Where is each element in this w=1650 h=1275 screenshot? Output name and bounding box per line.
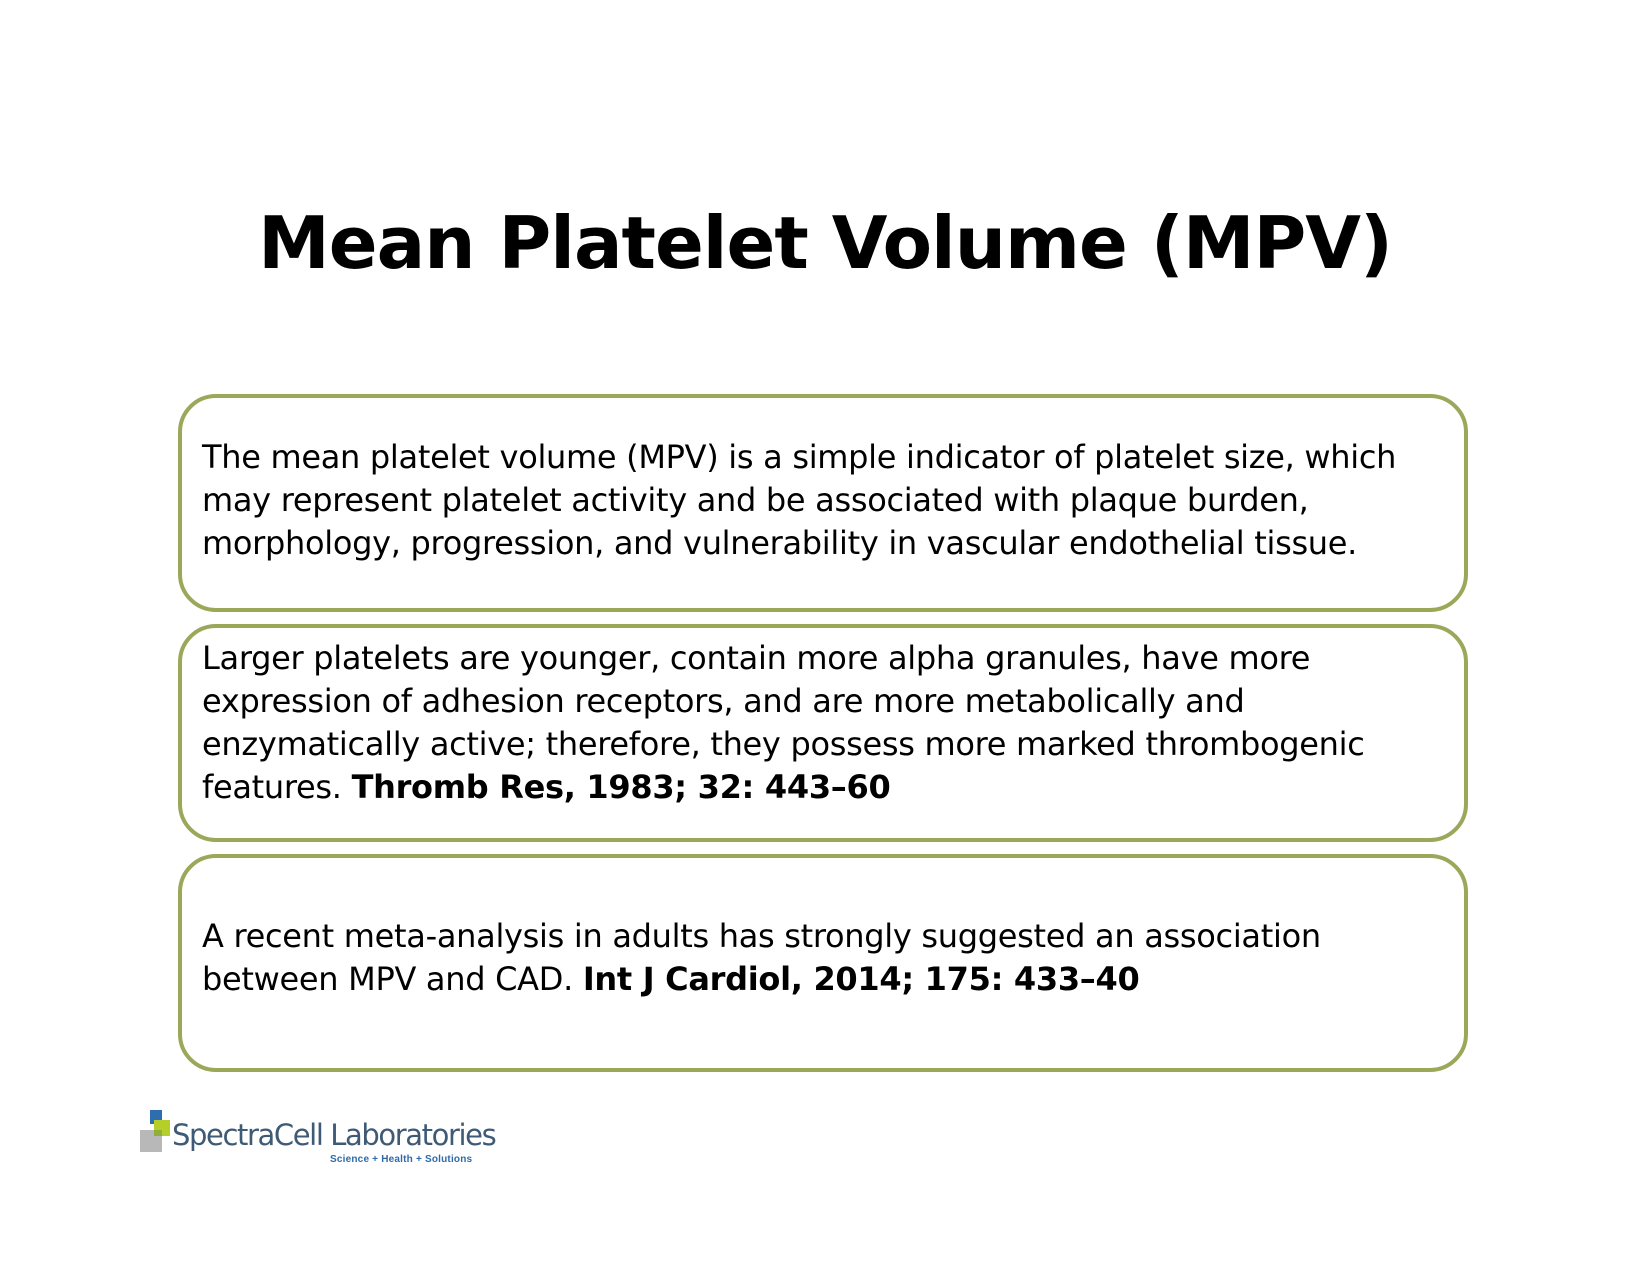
citation: Int J Cardiol, 2014; 175: 433–40 (582, 960, 1140, 998)
text-box-meta-analysis (178, 854, 1468, 1072)
company-logo (138, 1110, 518, 1170)
box-text (202, 637, 1424, 809)
slide-title: Mean Platelet Volume (MPV) (258, 201, 1392, 285)
box-text (202, 915, 1424, 1001)
box-body-text: Larger platelets are younger, contain more alpha granules, have more expression of adhesion receptors, and are more metabolically and enzymatically active; therefore, they possess more marked thrombogenic features. (202, 639, 1365, 806)
citation: Thromb Res, 1983; 32: 443–60 (351, 768, 891, 806)
logo-tagline: Science + Health + Solutions (330, 1154, 473, 1165)
text-box-mpv-definition (178, 394, 1468, 612)
text-box-larger-platelets (178, 624, 1468, 842)
box-body-text: A recent meta-analysis in adults has strongly suggested an association between MPV and CAD. (202, 917, 1321, 998)
box-body-text: The mean platelet volume (MPV) is a simple indicator of platelet size, which may represent platelet activity and be associated with plaque burden, morphology, progression, and vulnerability in vascular endothelial tissue. (202, 437, 1397, 562)
box-text (202, 436, 1424, 565)
logo-squares-icon (138, 1110, 174, 1156)
logo-name: SpectraCell Laboratories (172, 1118, 496, 1152)
